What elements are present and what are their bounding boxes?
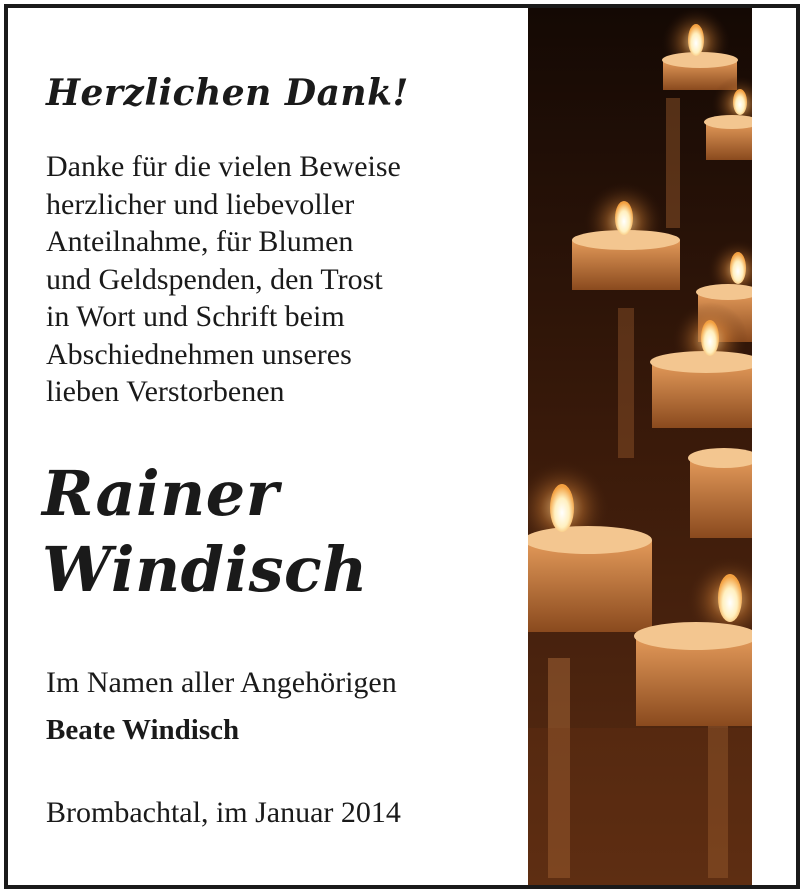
message-line: lieben Verstorbenen [46,375,285,408]
deceased-name [42,456,368,608]
obituary-notice-frame [4,4,800,889]
candles-illustration [528,8,752,885]
message-line: Anteilnahme, für Blumen [46,225,354,258]
text-column [8,8,528,885]
deceased-first-name: Rainer [42,457,279,530]
message-line: Abschiednehmen unseres [46,337,352,371]
notice-heading: Herzlichen Dank! [46,72,409,114]
deceased-last-name: Windisch [42,533,368,606]
message-line: und Geldspenden, den Trost [46,262,383,296]
thank-you-message [46,148,401,411]
message-line: Danke für die vielen Beweise [46,150,401,183]
message-line: in Wort und Schrift beim [46,300,345,333]
right-margin-strip [752,8,796,885]
candles-photo [528,8,752,885]
signer-name: Beate Windisch [46,714,240,746]
on-behalf-line: Im Namen aller Angehörigen [46,666,397,699]
place-and-date: Brombachtal, im Januar 2014 [46,796,401,829]
message-line: herzlicher und liebevoller [46,187,355,221]
